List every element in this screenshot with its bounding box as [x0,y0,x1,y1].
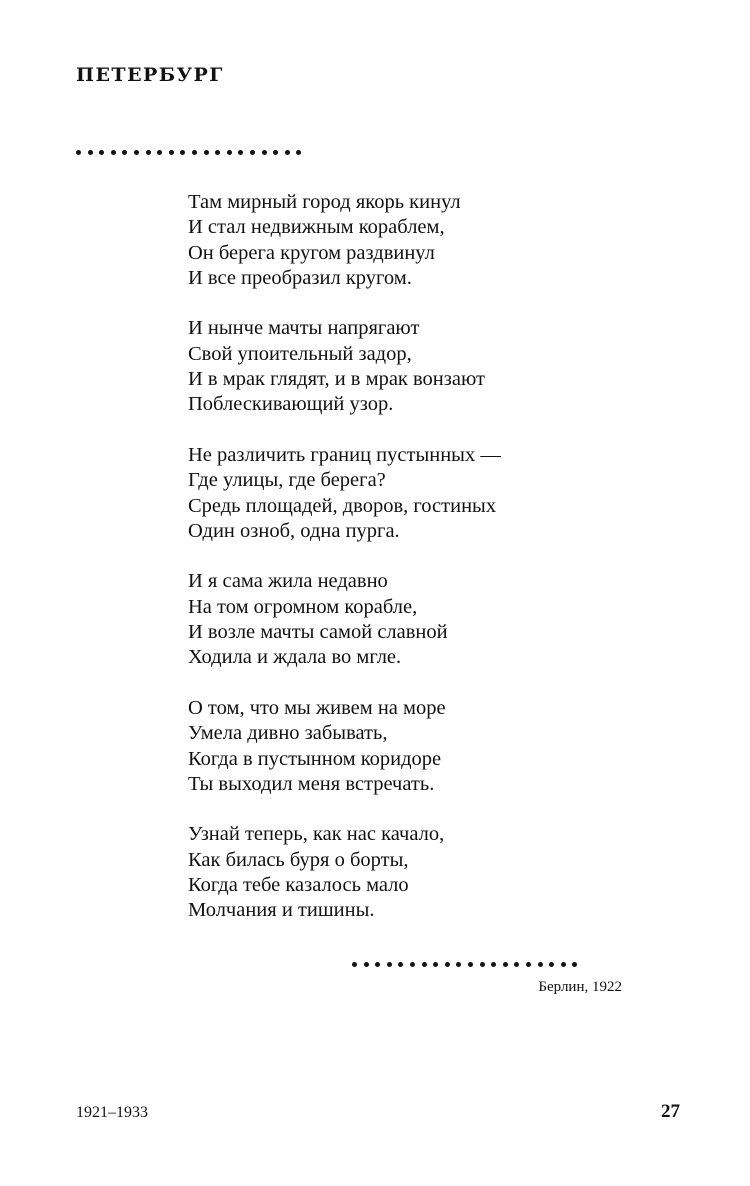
divider-dot [111,150,116,155]
poem-line: Узнай теперь, как нас качало, [188,823,445,846]
divider-dot [134,150,139,155]
poem-line: Когда в пустынном коридоре [188,747,442,770]
divider-dot [549,962,554,967]
poem-line: Как билась буря о борты, [188,848,409,871]
poem-line: Когда тебе казалось мало [188,874,409,897]
divider-dot [180,150,185,155]
divider-dot [192,150,197,155]
poem-line: Молчания и тишины. [188,899,375,922]
divider-dot [491,962,496,967]
poem-line: Где улицы, где берега? [188,469,386,492]
divider-dot [296,150,301,155]
divider-dot [169,150,174,155]
stanza [188,316,501,417]
divider-dot [273,150,278,155]
divider-dot [445,962,450,967]
stanza [188,822,501,923]
poem-line: Свой упоительный задор, [188,342,412,365]
poem-line: Там мирный город якорь кинул [188,191,461,213]
poem-line: Поблескивающий узор. [188,393,394,416]
place-date: Берлин, 1922 [538,979,622,995]
divider-dot [480,962,485,967]
poem-line: О том, что мы живем на море [188,696,446,719]
divider-dot [561,962,566,967]
poem-line: И я сама жила недавно [188,570,388,593]
divider-dot [157,150,162,155]
divider-dot [456,962,461,967]
divider-dot [572,962,577,967]
divider-dot [262,150,267,155]
divider-dot [76,150,81,155]
poem-line: Средь площадей, дворов, гостиных [188,494,497,517]
divider-dot [538,962,543,967]
divider-dot [514,962,519,967]
poem-line: Один озноб, одна пурга. [188,519,400,542]
divider-dot [422,962,427,967]
top-dot-divider [76,148,308,156]
stanza [188,190,501,291]
divider-dot [250,150,255,155]
footer-section-range: 1921–1933 [76,1104,148,1121]
poem-line: Он берега кругом раздвинул [188,241,435,264]
divider-dot [503,962,508,967]
poem-line: И нынче мачты напрягают [188,317,420,340]
divider-dot [99,150,104,155]
divider-dot [88,150,93,155]
divider-dot [468,962,473,967]
poem-line: И стал недвижным кораблем, [188,216,445,239]
poem-line: На том огромном корабле, [188,595,418,618]
stanza [188,443,501,544]
stanza [188,696,501,797]
stanza [188,569,501,670]
divider-dot [352,962,357,967]
divider-dot [146,150,151,155]
divider-dot [526,962,531,967]
poem-line: Не различить границ пустынных — [188,443,501,466]
divider-dot [122,150,127,155]
divider-dot [285,150,290,155]
divider-dot [364,962,369,967]
divider-dot [375,962,380,967]
divider-dot [204,150,209,155]
poem-line: Ходила и ждала во мгле. [188,646,402,669]
divider-dot [238,150,243,155]
poem-line: И возле мачты самой славной [188,621,448,644]
bottom-dot-divider [352,960,584,968]
poem-line: Ты выходил меня встречать. [188,772,435,795]
poem-line: И все преобразил кругом. [188,266,412,289]
divider-dot [433,962,438,967]
page-number: 27 [661,1101,680,1122]
divider-dot [410,962,415,967]
divider-dot [398,962,403,967]
poem-body [188,190,501,924]
poem-line: И в мрак глядят, и в мрак вонзают [188,368,485,391]
divider-dot [227,150,232,155]
divider-dot [215,150,220,155]
poem-line: Умела дивно забывать, [188,722,388,745]
poem-title: ПЕТЕРБУРГ [76,64,224,86]
divider-dot [387,962,392,967]
